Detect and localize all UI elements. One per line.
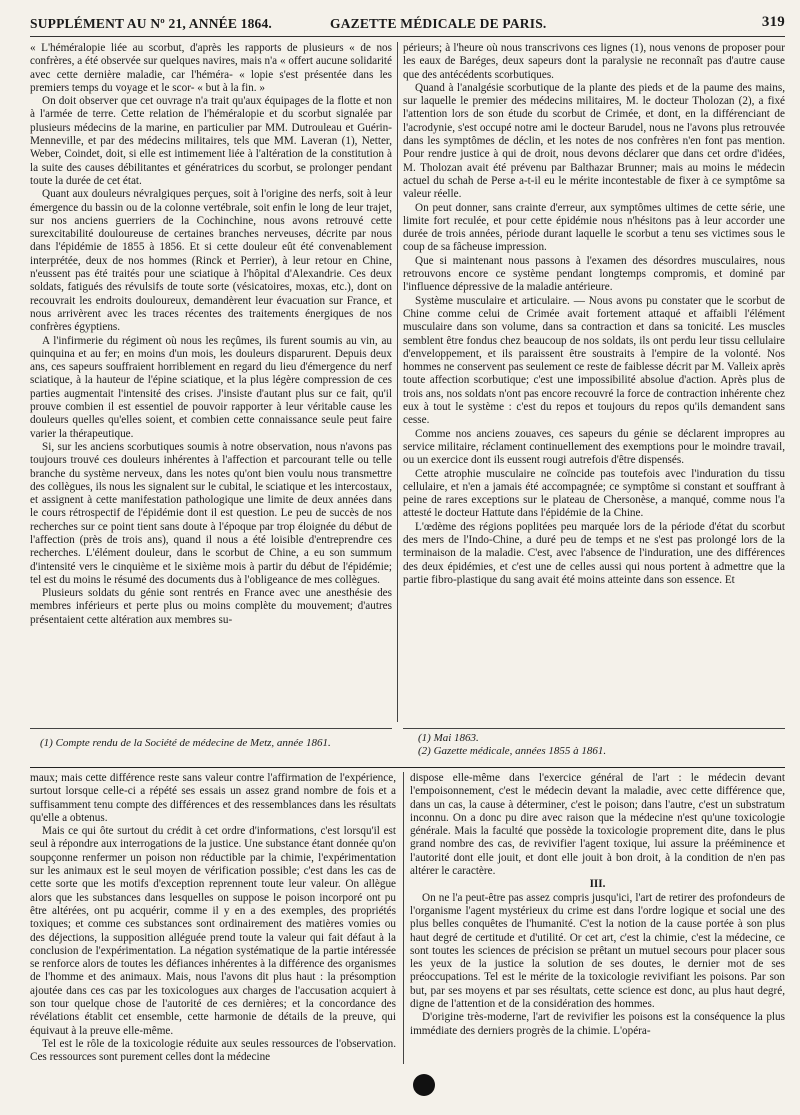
footnote-right-1: (1) Mai 1863.: [418, 732, 479, 744]
paragraph: Système musculaire et articulaire. — Nous avons pu constater que le scorbut de Chine comme celui de Crimée avait fortement attaqué et affaibli l'élément musculaire dans son volume, dans sa contraction et dans sa tonicité. Les muscles semblent être fondus chez beaucoup de nos soldats, ils ont perdu leur tissu cellulaire d'enveloppement, et ils paraissent être soustraits à l'empire de la volonté. Nos hommes ne conservent pas seulement ce reste de faiblesse décrit par M. Valleix après toute affection scorbutique; c'est une impossibilité absolue d'action. Après plus de trois ans, nos soldats n'ont pas encore recouvré la force de contraction inhérente chez eux à tout le système : c'est du repos et toujours du repos qu'ils demandent sans cesse.: [403, 294, 785, 427]
paragraph: L'œdème des régions poplitées peu marquée lors de la période d'état du scorbut des mers de l'Indo-Chine, a duré peu de temps et ne s'est pas prolongé lors de la terminaison de la maladie. C'est, avec l'absence de l'induration, une des différences des deux épidémies, et c'est une de celles aussi qui nous portent à admettre que la partie fibro-plastique du sang avait été moins atteinte dans son essence. Et: [403, 520, 785, 586]
footnote-left: (1) Compte rendu de la Société de médecine de Metz, année 1861.: [40, 737, 331, 749]
paragraph: Cette atrophie musculaire ne coïncide pas toutefois avec l'induration du tissu cellulaire, et n'en a jamais été accompagnée; ce symptôme si constant et souffrant à peine de rares exceptions sur le plateau de Chersonèse, a manqué, comme nous l'a attesté le docteur Hattute dans l'épidémie de la Chine.: [403, 467, 785, 520]
paragraph: A l'infirmerie du régiment où nous les reçûmes, ils furent soumis au vin, au quinquina et au fer; en moins d'un mois, les douleurs disparurent. Depuis deux ans, ces sapeurs souffraient horriblement en regard du lieu d'émergence du nerf sciatique, à la hauteur de l'épine sciatique, et la plus légère compression de ces parties augmentait l'intensité des crises. J'insiste d'autant plus sur ce fait, qu'il prouve combien il est essentiel de pouvoir rapporter à leur véritable cause les douleurs quelles qu'elles soient, et combien cette connaissance seule peut faire varier la thérapeutique.: [30, 334, 392, 440]
paragraph: « L'héméralopie liée au scorbut, d'après les rapports de plusieurs « de nos confrères, a été observée sur quelques navires, mais n'a « offert aucune solidarité avec cette dernière maladie, car l'héméra- « lopie s'est présentée dans les premiers temps du voyage et le scor- « but à la fin. »: [30, 42, 392, 94]
footnote-rule-right: [403, 728, 785, 729]
header-rule: [30, 36, 785, 37]
column-divider-lower: [403, 772, 404, 1064]
paragraph: Comme nos anciens zouaves, ces sapeurs du génie se déclarent impropres au service militaire, réclament continuellement des exemptions pour le moindre travail, ou un exercice dont ils eussent rougi autrefois d'être dispensés.: [403, 427, 785, 467]
ink-blot-ornament: [413, 1074, 435, 1096]
paragraph: périeurs; à l'heure où nous transcrivons ces lignes (1), nous venons de proposer pour les eaux de Baréges, deux sapeurs dont la paralysie ne reconnaît pas d'autre cause que des antécédents scorbutiques.: [403, 42, 785, 81]
footnote-right-2: (2) Gazette médicale, années 1855 à 1861.: [418, 745, 607, 757]
paragraph: dispose elle-même dans l'exercice général de l'art : le médecin devant l'empoisonnement, c'est le médecin devant la maladie, avec cette différence que, dans un cas, la cause à déterminer, c'est le poison; dans l'autre, c'est un substratum inconnu. On a donc pu dire avec raison que la médecine n'est qu'une toxicologie générale. Mais la faculté que possède la toxicologie proprement dite, dans le plus grand nombre des cas, de revivifier l'agent toxique, lui assure la prééminence et l'autorité dont elle jouit, et dont elle jouit à bon droit, à la condition de n'en pas altérer le caractère.: [410, 772, 785, 878]
paragraph: maux; mais cette différence reste sans valeur contre l'affirmation de l'expérience, surtout lorsque celle-ci a répété ses essais un assez grand nombre de fois et a suffisamment tenu compte des différences et des ressemblances dans les résultats qu'elle a obtenus.: [30, 772, 396, 824]
section-separator: [30, 767, 785, 768]
paragraph: Quant aux douleurs névralgiques perçues, soit à l'origine des nerfs, soit à leur émergence du bassin ou de la colonne vertébrale, soit enfin le long de leur trajet, sur nos anciens guerriers de la Cochinchine, nous avons retrouvé cette surexcitabilité douloureuse de certaines branches nerveuses, décrite par nous dans l'épidémie de 1855 à 1856. Et si cette douleur eût été convenablement interprétée, deux de nos hommes (Rinck et Perrier), à leur retour en Chine, n'eussent pas été traités pour une sciatique à l'hôpital d'Alexandrie. Ces deux soldats, fatigués des révulsifs de toute sorte (vésicatoires, moxas, etc.), dont on recouvrait les endroits douloureux, demandèrent leur évacuation sur France, et nous arrivèrent avec les traces récentes des traitements énergiques de nos confrères égyptiens.: [30, 188, 392, 334]
paragraph: Tel est le rôle de la toxicologie réduite aux seules ressources de l'observation. Ces ressources sont purement celles dont la médecine: [30, 1037, 396, 1062]
footnote-rule-left: [30, 728, 392, 729]
page-header: [30, 14, 785, 36]
paragraph: Mais ce qui ôte surtout du crédit à cet ordre d'informations, c'est lorsqu'il est seul à répondre aux interrogations de la justice. Une substance étant donnée qu'on soupçonne renfermer un poison non réductible par la chimie, l'expérimentation sur les animaux est le seul moyen de vérification possible; c'est dans les cas de cette sorte que les motifs d'exception reprennent toute leur valeur. On allègue alors que les substances dans lesquelles on suppose le poison incorporé ont pu être altérées, ont pu acquérir, comme il y en a des exemples, des propriétés toxiques; et comme ces substances sont ordinairement des matières vomies ou des déjections, la supposition alléguée prend toute la valeur qui fait défaut à la conclusion de l'expérimentation. La négation systématique de la partie intéressée se renforce alors de toutes les défiances inhérentes à la différence des organismes de l'homme et des animaux. Mais, nous l'avons dit plus haut : la présomption ajoutée dans ces cas par les toxicologues aux charges de l'accusation acquiert à son tour quelque chose de l'autorité de ces dernières; et la concordance des révélations établit cet ensemble, cette harmonie de détails de la preuve, qui équivaut à la preuve elle-même.: [30, 825, 396, 1037]
column-4: [410, 772, 785, 1062]
paragraph: Que si maintenant nous passons à l'examen des désordres musculaires, nous retrouvons encore ce système pendant longtemps compromis, et dominé par l'influence dépressive de la maladie antérieure.: [403, 254, 785, 294]
column-1: [30, 42, 392, 724]
paragraph: Si, sur les anciens scorbutiques soumis à notre observation, nous n'avons pas toujours trouvé ces douleurs inhérentes à l'affection et parcourant telle ou telle branche du système nerveux, dans les notes qu'ont bien voulu nous transmettre des collègues, ils nous les signalent sur le cubital, le sciatique et les intercostaux, et assignent à cette manifestation pathologique une limite de deux années dans le cours rétrospectif de l'épidémie dont il est question. Le peu de succès de nos recherches sur ce point tient sans doute à l'époque par trop éloignée du début de l'affection (près de trois ans), quand il nous a été loisible d'entreprendre ces recherches. L'élément douleur, dans le scorbut de Chine, a eu son summum d'intensité vers le cinquième et le sixième mois à partir du début de l'épidémie; tel est du moins le résumé des documents dus à l'obligeance de mes collègues.: [30, 440, 392, 586]
paragraph: On doit observer que cet ouvrage n'a trait qu'aux équipages de la flotte et non à l'armée de terre. Cette relation de l'héméralopie et du scorbut signalée par plusieurs médecins de la marine, en particulier par MM. Dutrouleau et Guérin-Menneville, et par des médecins militaires, tels que MM. Laveran (1), Netter, Weber, Coindet, doit, si elle est intimement liée à l'altération de la constitution à la suite des causes débilitantes et génératrices du scorbut, se prolonger pendant toute la durée de cet état.: [30, 95, 392, 187]
paragraph: Quand à l'analgésie scorbutique de la plante des pieds et de la paume des mains, sur laquelle le premier des médecins militaires, M. le docteur Tholozan (2), a fixé l'attention lors de son étude du scorbut de Crimée, et dont, en la différenciant de l'acrodynie, s'est occupé notre ami le docteur Barudel, nous ne l'avons plus retrouvée dans les symptômes de déclin, et les notes de nos confrères n'en font pas mention. Pour rendre justice à qui de droit, nous devons déclarer que dans cet ordre d'idées, M. Tholozan avait été prévenu par Balthazar Brunner; mais au moins le médecin actuel du schah de Perse a-t-il eu le mérite incontestable de fixer à ce symptôme sa valeur réelle.: [403, 81, 785, 201]
paragraph: On ne l'a peut-être pas assez compris jusqu'ici, l'art de retirer des profondeurs de l'organisme l'agent mystérieux du crime est dans l'ordre logique et social une des plus belles conquêtes de l'humanité. C'est la notion de la cause portée à son plus haut degré de certitude et d'utilité. Or cet art, c'est la chimie, c'est la médecine, ce sont toutes les sciences de précision se prêtant un mutuel secours pour placer sous les yeux de la justice la solution de ses doutes, le dernier mot de ses préoccupations. Tel est le mérite de la toxicologie revivifiant les poisons. Par son but, par ses moyens et par ses résultats, cette science est donc, au plus haut degré, digne de l'attention et de la considération des hommes.: [410, 891, 785, 1011]
column-divider: [397, 42, 398, 722]
paragraph: On peut donner, sans crainte d'erreur, aux symptômes ultimes de cette série, une limite fort reculée, et pour cette épidémie nous n'hésitons pas à leur accorder une durée de trois années, période durant laquelle le scorbut a tenu ses victimes sous le coup de sa fâcheuse impression.: [403, 201, 785, 254]
column-3: [30, 772, 396, 1062]
column-2: [403, 42, 785, 724]
section-number: III.: [589, 878, 606, 891]
paragraph: D'origine très-moderne, l'art de revivifier les poisons est la conséquence la plus immédiate des derniers progrès de la chimie. L'opéra-: [410, 1011, 785, 1037]
header-journal-title: GAZETTE MÉDICALE DE PARIS.: [330, 16, 547, 31]
page-number: 319: [761, 14, 785, 30]
header-supplement: SUPPLÉMENT AU Nº 21, ANNÉE 1864.: [30, 16, 273, 31]
paragraph: Plusieurs soldats du génie sont rentrés en France avec une anesthésie des membres inférieurs et perte plus ou moins complète du mouvement; d'autres présentaient cette altération aux membres su-: [30, 587, 392, 626]
